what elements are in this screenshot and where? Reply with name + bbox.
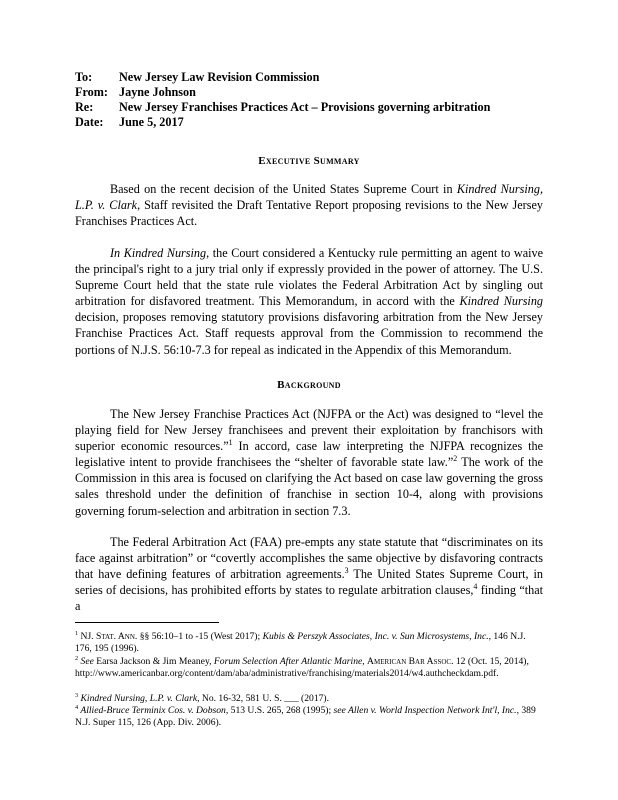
bg-p1-text-a: The New Jersey Franchise Practices Act (NJFPA or the Act) was designed to “level the playing field for New Jersey franchisees and prevent their exploitation by franchisors with superior economic resources.” [75, 407, 543, 454]
bg-p1-text-b: In accord, case law interpreting the NJFPA recognizes the legislative intent to provide franchisees the “shelter of favorable state law.” [75, 439, 543, 470]
footnote-2-text-c: 12 (Oct. 15, 2014), [453, 656, 529, 667]
footnote-1-number: 1 [75, 629, 79, 637]
footnote-2-title: Forum Selection After Atlantic Marine [213, 656, 363, 667]
memo-date-line [75, 115, 184, 130]
footnote-separator [75, 622, 219, 623]
memo-from-label: From: [75, 85, 108, 99]
memo-re-label: Re: [75, 100, 94, 114]
footnote-2 [75, 656, 543, 680]
executive-summary-paragraph-2 [75, 245, 543, 358]
footnote-3 [75, 693, 543, 705]
footnote-4-case-name-2: see Allen v. World Inspection Network Int'l, Inc. [333, 705, 517, 716]
memo-to-value: New Jersey Law Revision Commission [119, 70, 320, 84]
memo-re-line [75, 100, 490, 115]
es-p2-case-name-1: In Kindred Nursing [110, 246, 207, 260]
es-p2-case-name-2: Kindred Nursing [459, 294, 544, 309]
footnote-1-text-c: , 146 N.J. 176, 195 (1996). [75, 631, 526, 654]
footnote-1-text-a: NJ. [78, 631, 96, 642]
memo-date-value: June 5, 2017 [119, 115, 184, 129]
memo-date-label: Date: [75, 115, 104, 129]
background-heading: Background [277, 379, 341, 391]
footnote-2-text-b: , [362, 656, 368, 667]
footnote-3-text-a: , No. 16-32, 581 U. S. ___ (2017). [197, 693, 330, 704]
footnote-1-case-name: Kubis & Perszyk Associates, Inc. v. Sun Microsystems, Inc. [262, 631, 489, 642]
bg-p1-text-c: The work of the Commission in this area is focused on clarifying the Act based on case law governing the gross sales threshold under the definition of franchise in section 10-4, along with provisions governing forum-selection and arbitration in section 7.3. [75, 455, 543, 518]
memo-re-value: New Jersey Franchises Practices Act – Provisions governing arbitration [119, 100, 491, 114]
footnote-ref-1[interactable]: 1 [228, 438, 233, 448]
footnote-4-number: 4 [75, 703, 79, 711]
es-p2-text-a: , the Court considered a Kentucky rule permitting an agent to waive the principal's right to a jury trial only if expressly provided in the power of attorney. The U.S. Supreme Court held that the state rule violates the Federal Arbitration Act by singling out arbitration for disfavored treatment. This Memorandum, in accord with the [75, 246, 543, 309]
footnote-2-number: 2 [75, 654, 79, 662]
footnote-ref-4[interactable]: 4 [473, 582, 478, 592]
bg-p2-text-b: The United States Supreme Court, in series of decisions, has prohibited efforts by states to regulate arbitration clauses, [75, 567, 544, 598]
footnote-3-case-name: Kindred Nursing, L.P. v. Clark [78, 693, 198, 704]
es-p1-case-name: Kindred Nursing, L.P. v. Clark [75, 182, 543, 213]
bg-p2-text-c: finding “that a [75, 583, 544, 614]
background-paragraph-1 [75, 406, 543, 519]
footnote-4-text-b: , 389 N.J. Super 115, 126 (App. Div. 2006). [75, 705, 536, 728]
footnote-2-smallcaps: American Bar Assoc. [367, 656, 454, 667]
memo-from-line [75, 85, 196, 100]
footnote-2-url[interactable]: http://www.americanbar.org/content/dam/aba/administrative/franchising/materials2014/w4.authcheckdam.pdf. [75, 667, 499, 679]
memo-from-value: Jayne Johnson [119, 85, 196, 99]
footnote-4 [75, 705, 543, 729]
footnote-2-text-a: Earsa Jackson & Jim Meaney, [93, 656, 214, 667]
footnote-1-text-b: §§ 56:10–1 to -15 (West 2017); [137, 631, 263, 642]
executive-summary-heading: Executive Summary [258, 155, 360, 167]
es-p1-text-a: Based on the recent decision of the United States Supreme Court in [110, 182, 457, 196]
footnote-4-case-name-1: Allied-Bruce Terminix Cos. v. Dobson [78, 705, 226, 716]
footnote-4-text-a: , 513 U.S. 265, 268 (1995); [225, 705, 334, 716]
memo-to-line [75, 70, 319, 85]
executive-summary-paragraph-1 [75, 181, 543, 229]
footnote-1 [75, 631, 543, 655]
memo-to-label: To: [75, 70, 93, 84]
footnote-ref-2[interactable]: 2 [453, 454, 458, 464]
es-p1-text-b: , Staff revisited the Draft Tentative Report proposing revisions to the New Jersey Franchises Practices Act. [75, 198, 543, 229]
footnote-3-number: 3 [75, 691, 79, 699]
footnote-1-smallcaps: Stat. Ann. [95, 631, 138, 642]
es-p2-text-b: decision, proposes removing statutory provisions disfavoring arbitration from the New Jersey Franchise Practices Act. Staff requests approval from the Commission to recommend the portions of N.J.S. 56:10-7.3 for repeal as indicated in the Appendix of this Memorandum. [75, 310, 543, 357]
footnote-ref-3[interactable]: 3 [344, 566, 349, 576]
background-paragraph-2 [75, 534, 543, 614]
footnote-2-signal: See [78, 656, 94, 667]
bg-p2-text-a: The Federal Arbitration Act (FAA) pre-empts any state statute that “discriminates on its face against arbitration” or “covertly accomplishes the same objective by disfavoring contracts that have defining features of arbitration agreements. [75, 535, 543, 582]
